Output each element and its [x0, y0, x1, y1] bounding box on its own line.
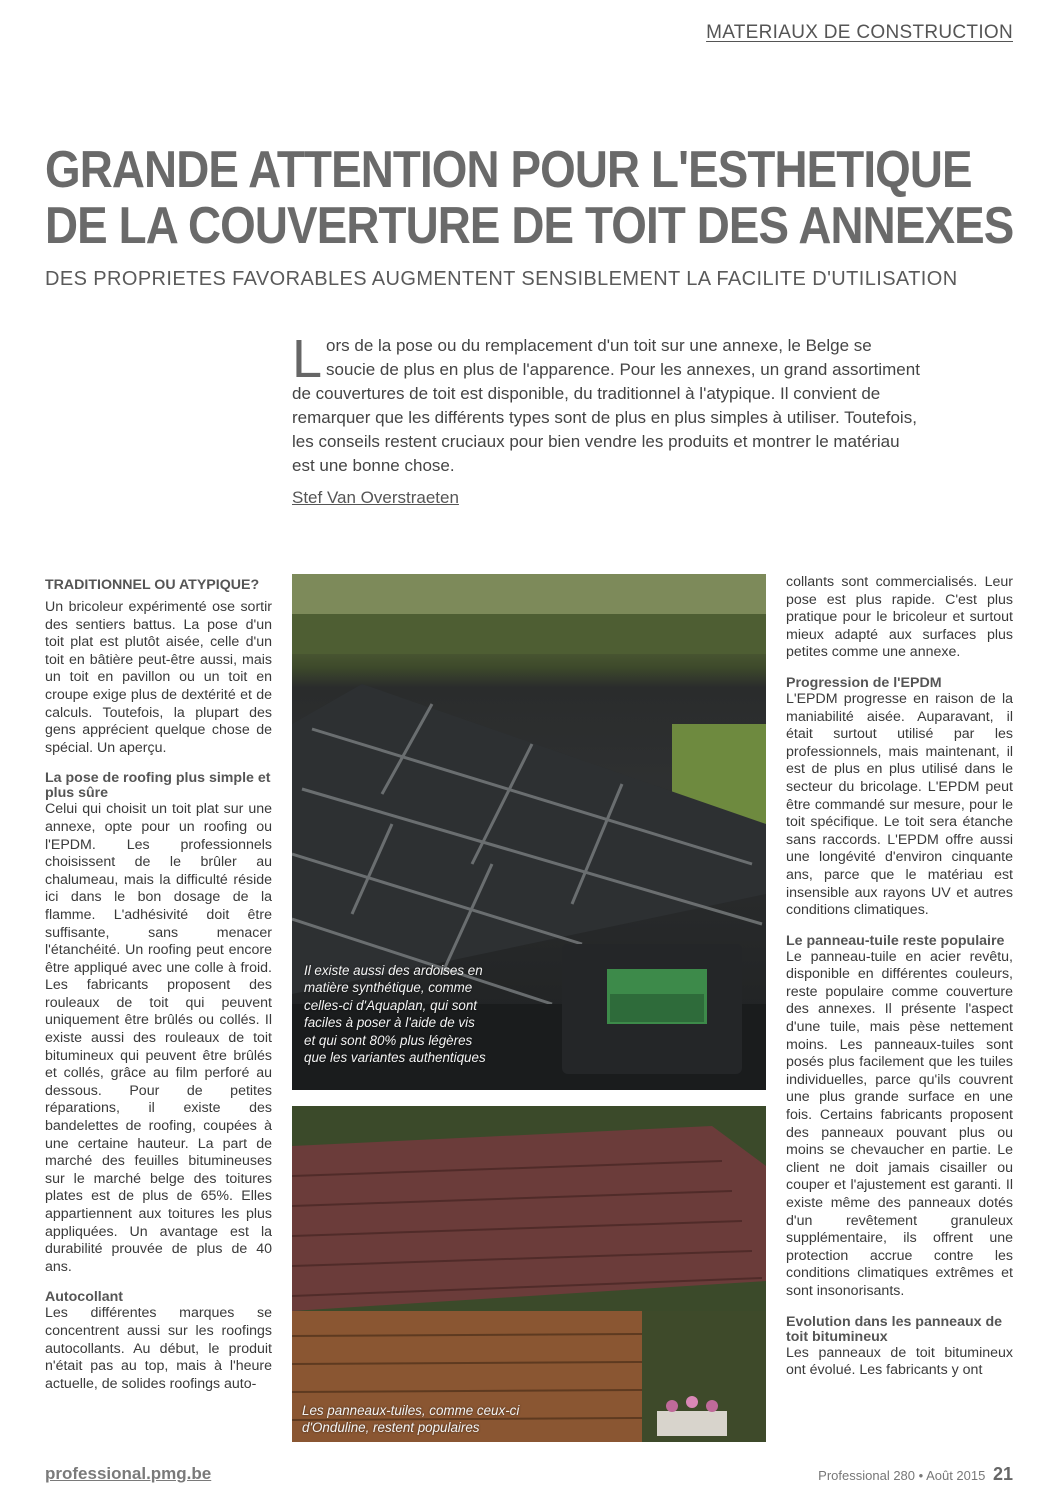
- article-intro: [292, 329, 922, 510]
- title-line-2: DE LA COUVERTURE DE TOIT DES ANNEXES: [45, 197, 1014, 255]
- paragraph: collants sont commercialisés. Leur pose est plus rapide. C'est plus pratique pour le bricoleur et surtout mieux adapté aux surfaces plus petites comme une annexe.: [786, 574, 1013, 661]
- photo-caption: Les panneaux-tuiles, comme ceux-ci d'Onduline, restent populaires: [302, 1403, 520, 1436]
- section-heading: La pose de roofing plus simple et plus sûre: [45, 770, 271, 802]
- text-column-right: [786, 574, 1013, 1394]
- section-heading: Autocollant: [45, 1289, 124, 1306]
- paragraph: Celui qui choisit un toit plat sur une annexe, opte pour un roofing ou l'EPDM. Les professionnels choisissent de le brûler au chalumeau, mais la difficulté réside ici dans le bon dosage de la flamme. L'adhésivité doit être suffisante, sans menacer l'étanchéité. Un roofing peut encore être appliqué avec une colle à froid. Les fabricants proposent des rouleaux de toit qui peuvent uniquement être brûlés ou collés. Il existe aussi des rouleaux de toit bitumineux qui peuvent être brûlés et collés, grâce au film perforé au dessous. Pour de petites réparations, il existe des bandelettes de roofing, coupées à une certaine hauteur. La part de marché des feuilles bitumineuses sur le marché belge des toitures plates est de plus de 65%. Elles appartiennent aux toitures les plus appliquées. Un avantage est la durabilité prouvée de plus de 40 ans.: [45, 801, 272, 1275]
- intro-text: ors de la pose ou du remplacement d'un toit sur une annexe, le Belge se soucie de plus en plus de l'apparence. Pour les annexes, un grand assortiment de couvertures de toit est disponible, du traditionnel à l'atypique. Il convient de remarquer que les différents types sont de plus en plus simples à utiliser. Toutefois, les conseils restent cruciaux pour bien vendre les produits et montrer le matériau est une bonne chose.: [292, 336, 920, 475]
- paragraph: Un bricoleur expérimenté ose sortir des sentiers battus. La pose d'un toit plat est plutôt aisée, celle d'un toit en bâtière peut-être aussi, mais un toit en pavillon ou un toit en croupe exige plus de dextérité et de calculs. Toutefois, la plupart des gens apprécient quelque chose de spécial. Un aperçu.: [45, 599, 272, 756]
- section-label: MATERIAUX DE CONSTRUCTION: [706, 22, 1013, 43]
- title-line-1: GRANDE ATTENTION POUR L'ESTHETIQUE: [45, 141, 972, 199]
- article-title: [45, 141, 1014, 255]
- drop-cap: L: [292, 329, 323, 389]
- paragraph: L'EPDM progresse en raison de la maniabilité aisée. Auparavant, il était surtout utilisé par les professionnels, mais maintenant, il est de plus en plus utilisé dans le secteur du bricolage. L'EPDM peut être commandé sur mesure, pour le toit spécifique. Le toit sera étanche sans raccords. L'EPDM offre aussi une longévité d'environ cinquante ans, parce que le matériau est insensible aux rayons UV et autres conditions climatiques.: [786, 690, 1013, 919]
- article-subtitle: DES PROPRIETES FAVORABLES AUGMENTENT SENSIBLEMENT LA FACILITE D'UTILISATION: [45, 268, 958, 290]
- page-number: 21: [992, 1464, 1013, 1484]
- section-heading: TRADITIONNEL OU ATYPIQUE?: [45, 577, 260, 593]
- tile-roof-illustration: [292, 1106, 766, 1442]
- photo-synthetic-slates: [292, 574, 766, 1090]
- paragraph: Le panneau-tuile en acier revêtu, disponible en différentes couleurs, reste populaire comme couverture des annexes. Il présente l'aspect d'une tuile, mais pèse nettement moins. Les panneaux-tuiles sont posés plus facilement que les tuiles individuelles, parce qu'ils couvrent une plus grande surface en une fois. Certains fabricants proposent des panneaux pouvant plus ou moins se chevaucher en partie. Le client ne doit jamais cisailler ou couper et l'ajustement est garanti. Il existe même des panneaux dotés d'un revêtement granuleux supplémentaire, ils offrent une protection accrue contre les conditions climatiques extrêmes et sont insonorisants.: [786, 948, 1013, 1299]
- issue-info: Professional 280 • Août 2015: [818, 1468, 986, 1483]
- website-link[interactable]: professional.pmg.be: [45, 1464, 212, 1483]
- photo-caption: Il existe aussi des ardoises en matière synthétique, comme celles-ci d'Aquaplan, qui sont faciles à poser à l'aide de vis et qui sont 80% plus légères que les variantes authentiques: [304, 963, 486, 1066]
- photo-roof-tile-panels: [292, 1106, 766, 1442]
- section-heading: Evolution dans les panneaux de toit bitumineux: [786, 1313, 1003, 1345]
- author-byline[interactable]: Stef Van Overstraeten: [292, 488, 459, 507]
- page-footer: [818, 1464, 1013, 1485]
- paragraph: Les différentes marques se concentrent aussi sur les roofings autocollants. Au début, le produit n'était pas au top, mais à l'heure actuelle, de solides roofings auto-: [45, 1305, 272, 1392]
- paragraph: Les panneaux de toit bitumineux ont évolué. Les fabricants y ont: [786, 1344, 1013, 1379]
- section-heading: Le panneau-tuile reste populaire: [786, 932, 1005, 949]
- section-heading: Progression de l'EPDM: [786, 674, 942, 691]
- text-column-left: [45, 578, 272, 1407]
